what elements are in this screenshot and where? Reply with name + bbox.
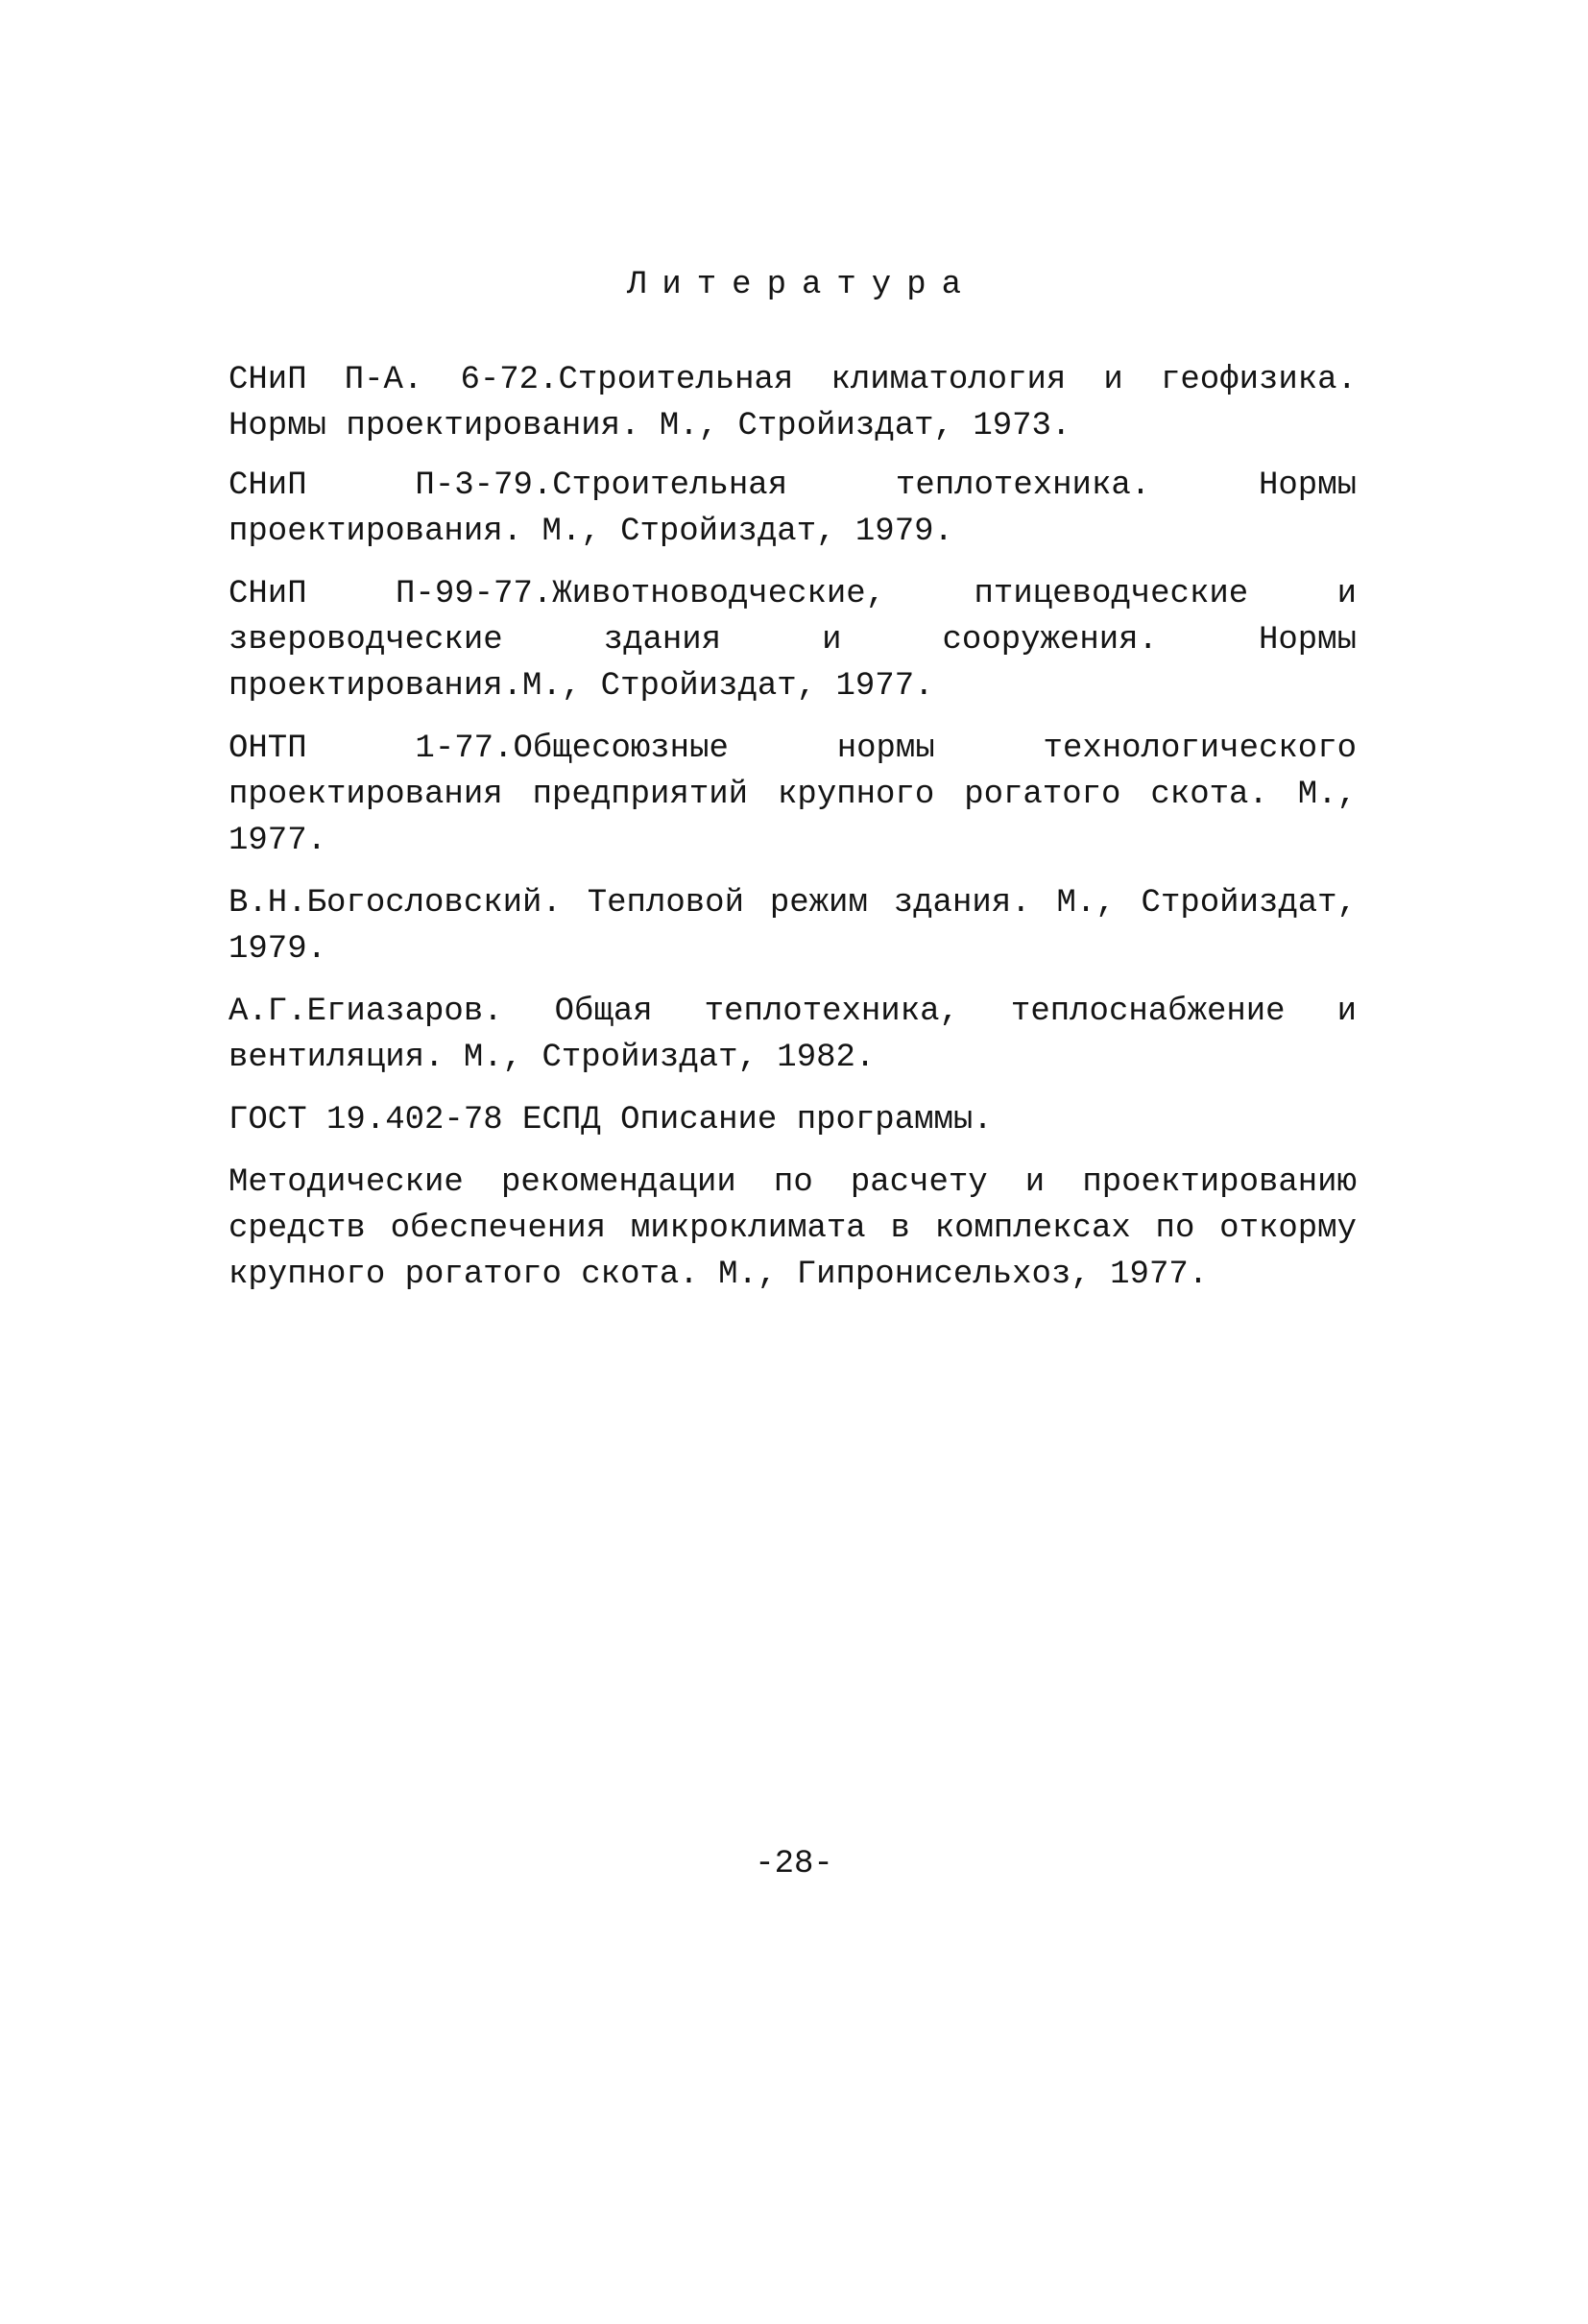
reference-item: ГОСТ 19.402-78 ЕСПД Описание программы. [229, 1102, 993, 1138]
reference-item: В.Н.Богословский. Тепловой режим здания. М., Стройиздат, 1979. [229, 885, 1357, 968]
reference-item: СНиП П-99-77.Животноводческие, птицеводческие и звероводческие здания и сооружения. Нормы проектирования.М., Стройиздат, 1977. [229, 576, 1357, 705]
page-number: -28- [755, 1846, 833, 1882]
reference-item: Методические рекомендации по расчету и проектированию средств обеспечения микроклимата в комплексах по откорму крупного рогатого скота. М., Гипронисельхоз, 1977. [229, 1164, 1357, 1293]
reference-item: СНиП П-3-79.Строительная теплотехника. Нормы проектирования. М., Стройиздат, 1979. [229, 467, 1357, 550]
reference-item: А.Г.Егиазаров. Общая теплотехника, теплоснабжение и вентиляция. М., Стройиздат, 1982. [229, 994, 1357, 1076]
page-title: Литература [626, 267, 977, 303]
reference-list [229, 357, 1357, 1314]
reference-item: ОНТП 1-77.Общесоюзные нормы технологического проектирования предприятий крупного рогатого скота. М., 1977. [229, 731, 1357, 859]
reference-item: СНиП П-А. 6-72.Строительная климатология и геофизика. Нормы проектирования. М., Стройиздат, 1973. [229, 362, 1357, 444]
